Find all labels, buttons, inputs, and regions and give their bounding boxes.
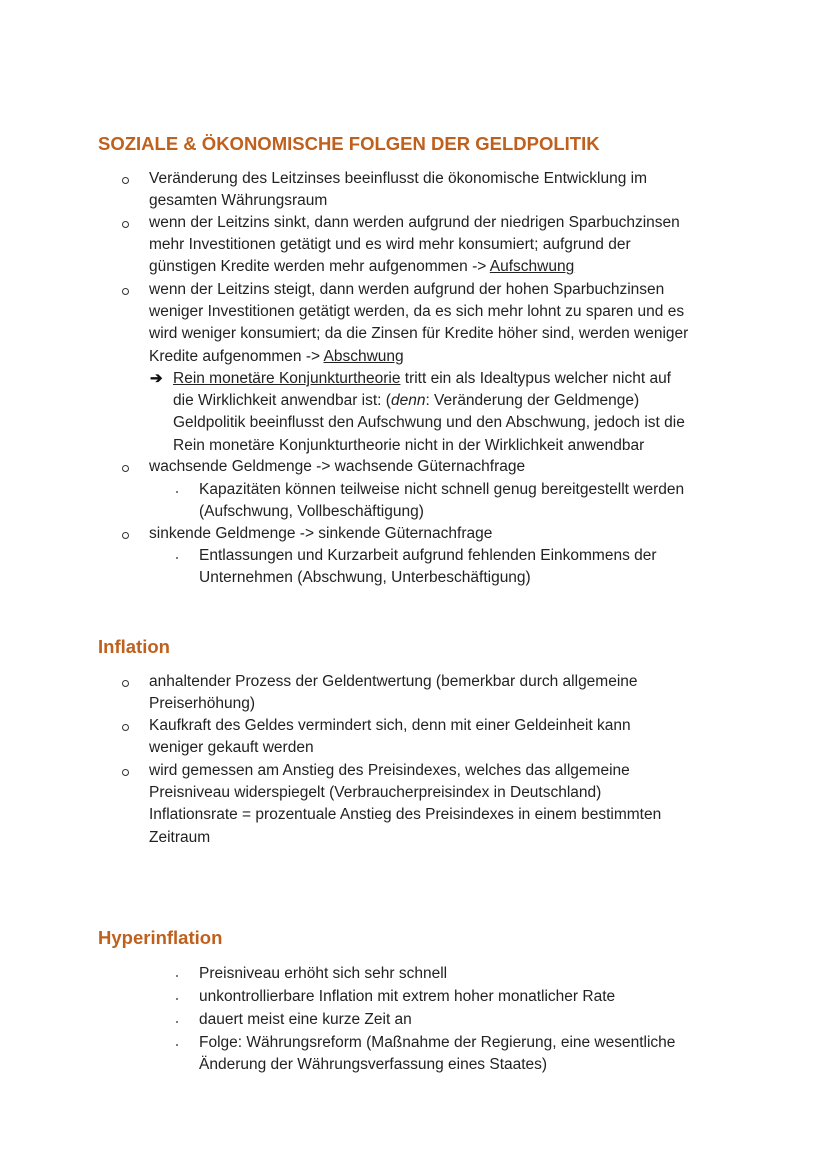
sub-list-item: dauert meist eine kurze Zeit an xyxy=(199,1011,412,1028)
list-item: wenn der Leitzins sinkt, dann werden aufgrund der niedrigen Sparbuchzinsen mehr Investitionen getätigt und es wird mehr konsumiert; aufgrund der günstigen Kredite werden mehr aufgenommen -> Aufschwung xyxy=(149,214,680,276)
section-heading-inflation: Inflation xyxy=(98,636,170,657)
list-item-arrow: Rein monetäre Konjunkturtheorie tritt ein als Idealtypus welcher nicht auf die Wirklichkeit anwendbar ist: (denn: Veränderung der Geldmenge) Geldpolitik beeinflusst den Aufschwung und den Abschwung, jedoch ist die Rein monetäre Konjunkturtheorie nicht in der Wirklichkeit anwendbar xyxy=(173,370,685,454)
sub-list-item: Kapazitäten können teilweise nicht schnell genug bereitgestellt werden (Aufschwung, Vollbeschäftigung) xyxy=(199,481,685,521)
list-item: sinkende Geldmenge -> sinkende Güternachfrage xyxy=(149,525,493,542)
section-heading-hyperinflation: Hyperinflation xyxy=(98,927,223,948)
sub-list-item: Preisniveau erhöht sich sehr schnell xyxy=(199,965,448,982)
sub-list-item: Entlassungen und Kurzarbeit aufgrund fehlenden Einkommens der Unternehmen (Abschwung, Unterbeschäftigung) xyxy=(199,547,657,587)
list-item: wird gemessen am Anstieg des Preisindexes, welches das allgemeine Preisniveau widerspiegelt (Verbraucherpreisindex in Deutschland) Inflationsrate = prozentuale Anstieg des Preisindexes in einem bestimmten Zeitraum xyxy=(149,762,662,846)
list-item: Veränderung des Leitzinses beeinflusst die ökonomische Entwicklung im gesamten Währungsraum xyxy=(149,170,648,210)
list-item: anhaltender Prozess der Geldentwertung (bemerkbar durch allgemeine Preiserhöhung) xyxy=(149,673,638,713)
term-konjunkturtheorie: Rein monetäre Konjunkturtheorie xyxy=(173,370,401,387)
list-item: wachsende Geldmenge -> wachsende Güternachfrage xyxy=(149,458,526,475)
sub-list-item: Folge: Währungsreform (Maßnahme der Regierung, eine wesentliche Änderung der Währungsverfassung eines Staates) xyxy=(199,1034,676,1074)
term-aufschwung: Aufschwung xyxy=(489,258,575,276)
term-abschwung: Abschwung xyxy=(323,347,404,365)
section-heading-geldpolitik: SOZIALE & ÖKONOMISCHE FOLGEN DER GELDPOLITIK xyxy=(98,133,600,154)
list-item: wenn der Leitzins steigt, dann werden aufgrund der hohen Sparbuchzinsen weniger Investitionen getätigt werden, da es sich mehr lohnt zu sparen und es wird weniger konsumiert; da die Zinsen für Kredite höher sind, werden weniger Kredite aufgenommen -> Abschwung xyxy=(149,281,689,365)
sub-list-item: unkontrollierbare Inflation mit extrem hoher monatlicher Rate xyxy=(199,988,616,1005)
arrow-bullet-icon: ➔ xyxy=(150,370,163,387)
list-item: Kaufkraft des Geldes vermindert sich, denn mit einer Geldeinheit kann weniger gekauft werden xyxy=(149,717,631,757)
